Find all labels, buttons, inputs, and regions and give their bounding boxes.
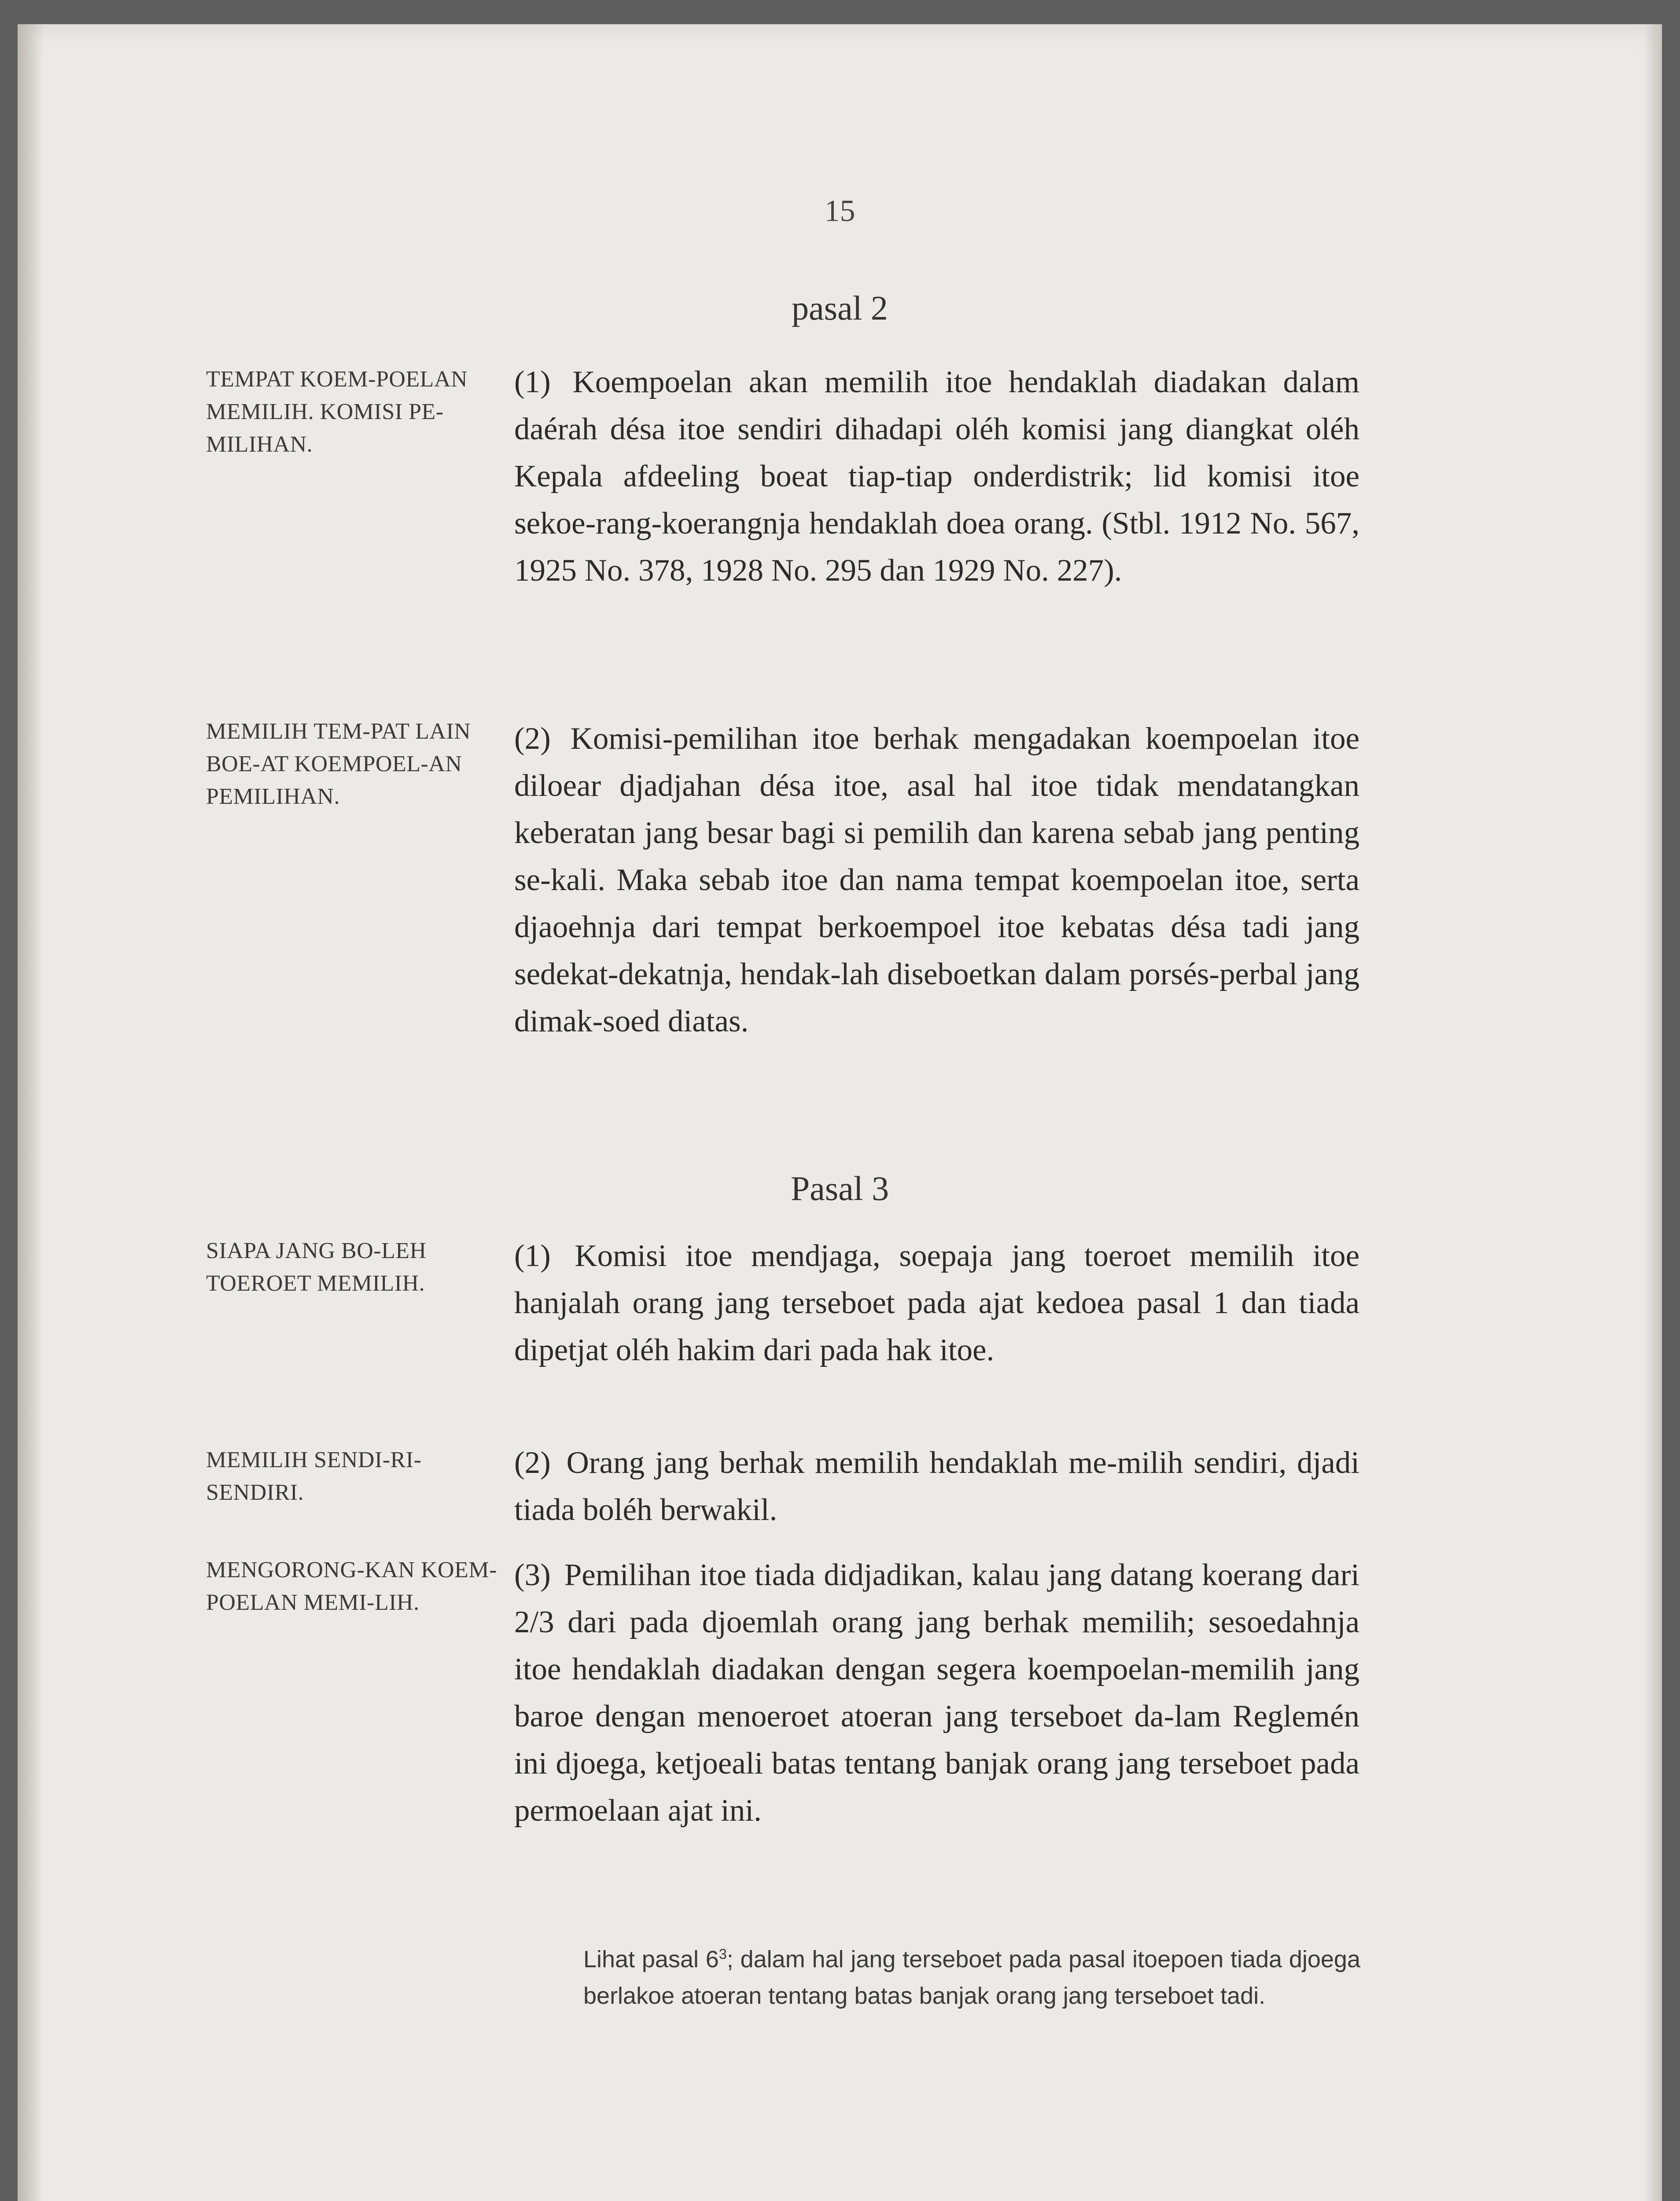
paragraph-text: Orang jang berhak memilih hendaklah me-milih sendiri, djadi tiada boléh berwakil. (514, 1446, 1359, 1527)
page-gutter-shadow (18, 24, 44, 2201)
paragraph-text: Komisi itoe mendjaga, soepaja jang toeroet memilih itoe hanjalah orang jang terseboet pada ajat kedoea pasal 1 dan tiada dipetjat oléh hakim dari pada hak itoe. (514, 1239, 1360, 1367)
margin-note: MEMILIH TEM-PAT LAIN BOE-AT KOEMPOEL-AN PEMILIHAN. (206, 719, 471, 809)
paragraph-number: (2) (514, 1446, 551, 1480)
paragraph-number: (3) (514, 1558, 551, 1592)
article-paragraph (514, 1233, 1359, 1374)
book-page (18, 24, 1662, 2201)
article-paragraph (514, 1552, 1359, 1834)
paragraph-text: Pemilihan itoe tiada didjadikan, kalau jang datang koerang dari 2/3 dari pada djoemlah orang jang berhak memilih; sesoedahnja itoe hendaklah diadakan dengan segera koempoelan-memilih jang baroe dengan menoeroet atoeran jang terseboet da-lam Reglemén ini djoega, ketjoeali batas tentang banjak orang jang terseboet pada permoelaan ajat ini. (514, 1558, 1359, 1828)
section-heading: pasal 2 (792, 289, 888, 327)
paragraph-number: (2) (514, 721, 551, 756)
section-heading: Pasal 3 (790, 1169, 889, 1207)
paragraph-number: (1) (514, 365, 551, 399)
page-edge-shadow (1644, 24, 1662, 2201)
article-paragraph (514, 1439, 1359, 1534)
margin-note: TEMPAT KOEM-POELAN MEMILIH. KOMISI PE-MILIHAN. (206, 367, 468, 457)
footnote-superscript: 3 (718, 1946, 727, 1962)
footnote-text-cont: ; dalam hal jang terseboet pada pasal itoepoen tiada djoega berlakoe atoeran tentang batas banjak orang jang terseboet tadi. (583, 1946, 1360, 2009)
margin-note: MENGORONG-KAN KOEM-POELAN MEMI-LIH. (206, 1557, 497, 1615)
paragraph-text: Komisi-pemilihan itoe berhak mengadakan koempoelan itoe diloear djadjahan désa itoe, asal hal itoe tidak mendatangkan keberatan jang besar bagi si pemilih dan karena sebab jang penting se-kali. Maka sebab itoe dan nama tempat koempoelan itoe, serta djaoehnja dari tempat berkoempoel itoe kebatas désa tadi jang sedekat-dekatnja, hendak-lah diseboetkan dalam porsés-perbal jang dimak-soed diatas. (514, 721, 1359, 1038)
article-paragraph (514, 715, 1359, 1045)
paragraph-number: (1) (514, 1239, 551, 1273)
page-number: 15 (824, 194, 855, 228)
margin-note: SIAPA JANG BO-LEH TOEROET MEMILIH. (206, 1238, 427, 1296)
footnote-text: Lihat pasal 6 (583, 1946, 719, 1973)
margin-note: MEMILIH SENDI-RI-SENDIRI. (206, 1447, 422, 1505)
footnote (583, 1941, 1360, 2014)
article-paragraph (514, 359, 1359, 594)
paragraph-text: Koempoelan akan memilih itoe hendaklah diadakan dalam daérah désa itoe sendiri dihadapi oléh komisi jang diangkat oléh Kepala afdeeling boeat tiap-tiap onderdistrik; lid komisi itoe sekoe-rang-koerangnja hendaklah doea orang. (Stbl. 1912 No. 567, 1925 No. 378, 1928 No. 295 dan 1929 No. 227). (514, 365, 1359, 588)
